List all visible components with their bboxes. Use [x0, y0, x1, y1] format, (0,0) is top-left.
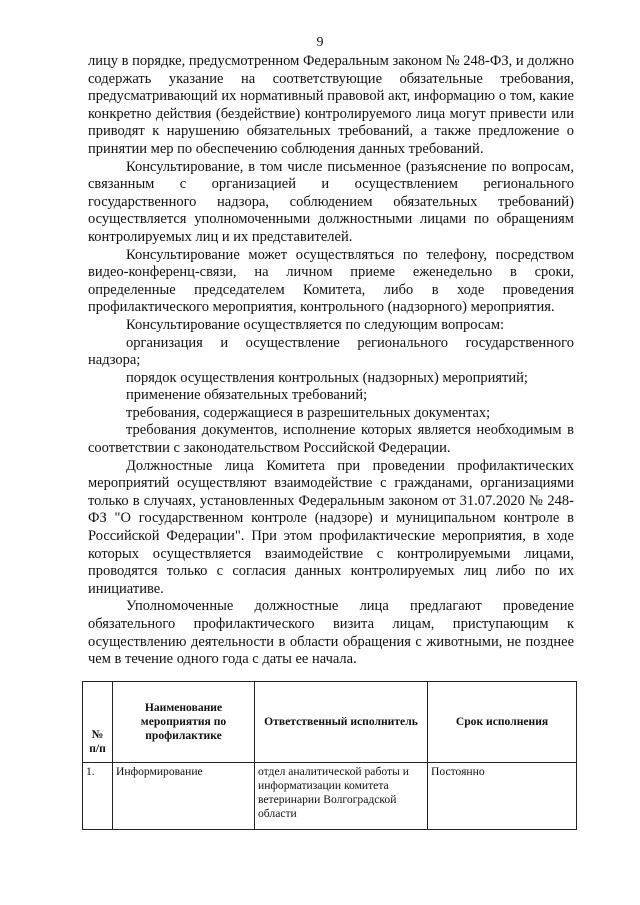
- list-item: требования, содержащиеся в разрешительных документах;: [126, 404, 491, 421]
- column-header-number: № п/п: [83, 682, 113, 763]
- paragraph: Уполномоченные должностные лица предлагают проведение обязательного профилактического визита лицам, приступающим к осуществлению деятельности в области обращения с животными, не позднее чем в течение одного года с даты ее начала.: [88, 598, 574, 668]
- paragraph: Консультирование, в том числе письменное (разъяснение по вопросам, связанным с организацией и осуществлением регионального государственного надзора, соблюдением обязательных требований) осуществляется уполномоченными должностными лицами по обращениям контролируемых лиц и их представителей.: [88, 158, 574, 245]
- table-header-row: [83, 682, 577, 763]
- cell-number: 1.: [83, 763, 113, 830]
- column-header-responsible: Ответственный исполнитель: [255, 682, 428, 763]
- cell-activity: Информирование: [113, 763, 255, 830]
- paragraph: Консультирование может осуществляться по телефону, посредством видео-конференц-связи, на личном приеме еженедельно в сроки, определенные председателем Комитета, либо в ходе проведения профилактического мероприятия, контрольного (надзорного) мероприятия.: [88, 246, 574, 316]
- list-item: применение обязательных требований;: [126, 387, 368, 404]
- paragraph: Консультирование осуществляется по следующим вопросам:: [126, 316, 505, 333]
- cell-responsible: отдел аналитической работы и информатизации комитета ветеринарии Волгоградской области: [255, 763, 428, 830]
- table-row: [83, 763, 577, 830]
- column-header-deadline: Срок исполнения: [428, 682, 577, 763]
- paragraph: Должностные лица Комитета при проведении профилактических мероприятий осуществляют взаимодействие с гражданами, организациями только в случаях, установленных Федеральным законом от 31.07.2020 № 248-ФЗ "О государственном контроле (надзоре) и муниципальном контроле в Российской Федерации". При этом профилактические мероприятия, в ходе которых осуществляется взаимодействие с контролируемыми лицами, проводятся только с согласия данных контролируемых лиц либо по их инициативе.: [88, 457, 574, 597]
- column-header-activity: Наименование мероприятия по профилактике: [113, 682, 255, 763]
- cell-deadline: Постоянно: [428, 763, 577, 830]
- list-item: организация и осуществление регионального государственного надзора;: [88, 334, 574, 369]
- page-number: 9: [316, 35, 324, 50]
- list-item: требования документов, исполнение которых является необходимым в соответствии с законодательством Российской Федерации.: [88, 422, 574, 457]
- paragraph: лицу в порядке, предусмотренном Федеральным законом № 248-ФЗ, и должно содержать указание на соответствующие обязательные требования, предусматривающий их нормативный правовой акт, информацию о том, какие конкретно действия (бездействие) контролируемого лица могут привести или приводят к нарушению обязательных требований, а также предложение о принятии мер по обеспечению соблюдения данных требований.: [88, 53, 574, 157]
- list-item: порядок осуществления контрольных (надзорных) мероприятий;: [126, 369, 528, 386]
- document-body: [88, 53, 574, 669]
- prevention-plan-table: [82, 681, 577, 830]
